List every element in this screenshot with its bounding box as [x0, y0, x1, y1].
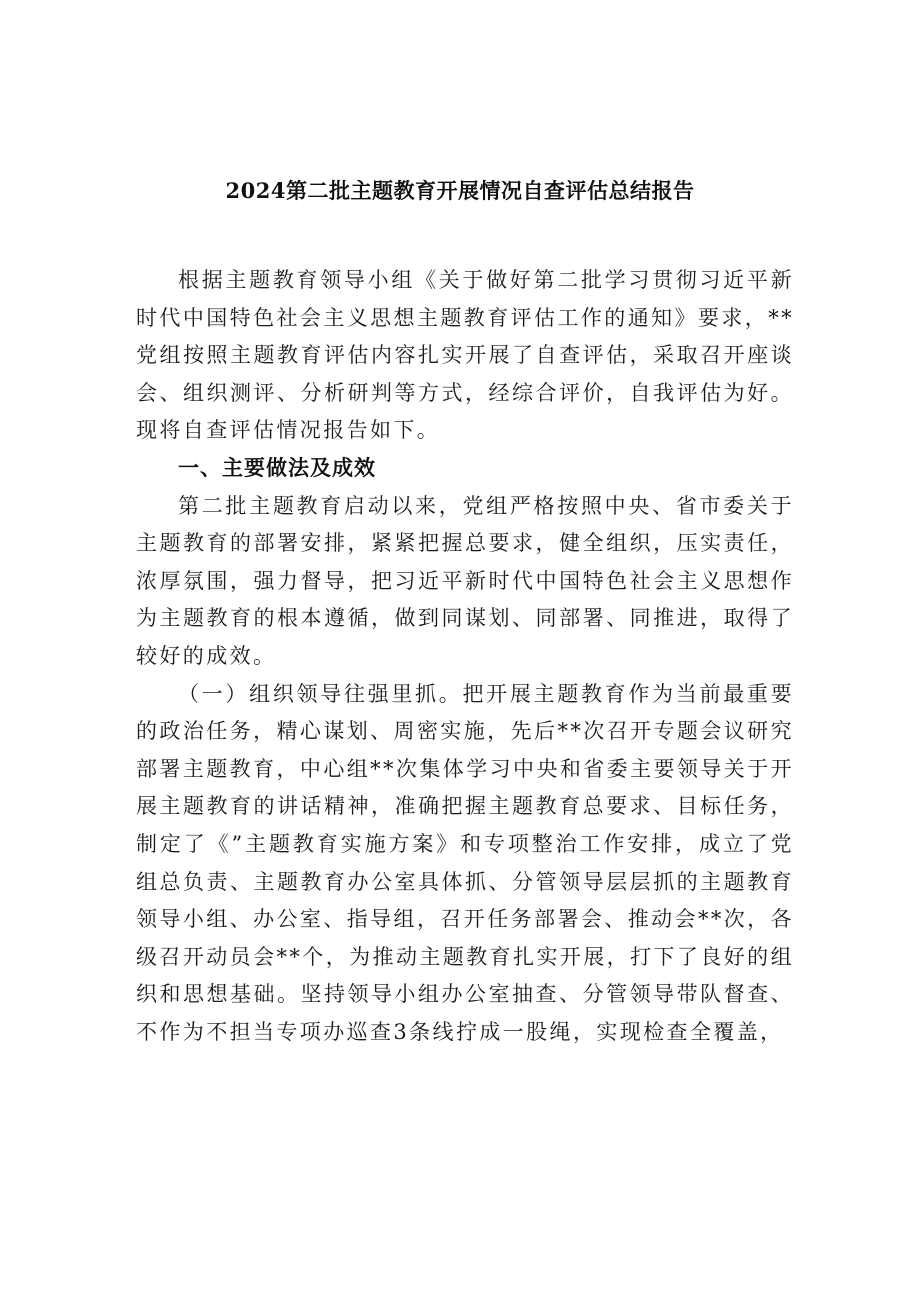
subsection-paragraph: （一）组织领导往强里抓。把开展主题教育作为当前最重要的政治任务，精心谋划、周密实施，先后**次召开专题会议研究部署主题教育，中心组**次集体学习中央和省委主要领导关于开展主题教育的讲话精神，准确把握主题教育总要求、目标任务，制定了《”主题教育实施方案》和专项整治工作安排，成立了党组总负责、主题教育办公室具体抓、分管领导层层抓的主题教育领导小组、办公室、指导组，召开任务部署会、推动会**次，各级召开动员会**个，为推动主题教育扎实开展，打下了良好的组织和思想基础。坚持领导小组办公室抽查、分管领导带队督查、不作为不担当专项办巡查3条线拧成一股绳，实现检查全覆盖， [136, 681, 794, 1044]
intro-paragraph: 根据主题教育领导小组《关于做好第二批学习贯彻习近平新时代中国特色社会主义思想主题教育评估工作的通知》要求，**党组按照主题教育评估内容扎实开展了自查评估，采取召开座谈会、组织测评、分析研判等方式，经综合评价，自我评估为好。现将自查评估情况报告如下。 [136, 268, 794, 443]
document-title: 2024第二批主题教育开展情况自查评估总结报告 [225, 178, 695, 203]
section-paragraph: 第二批主题教育启动以来，党组严格按照中央、省市委关于主题教育的部署安排，紧紧把握总要求，健全组织，压实责任，浓厚氛围，强力督导，把习近平新时代中国特色社会主义思想作为主题教育的根本遵循，做到同谋划、同部署、同推进，取得了较好的成效。 [136, 493, 794, 668]
document-body [136, 262, 794, 1051]
section-heading: 一、主要做法及成效 [178, 455, 376, 480]
